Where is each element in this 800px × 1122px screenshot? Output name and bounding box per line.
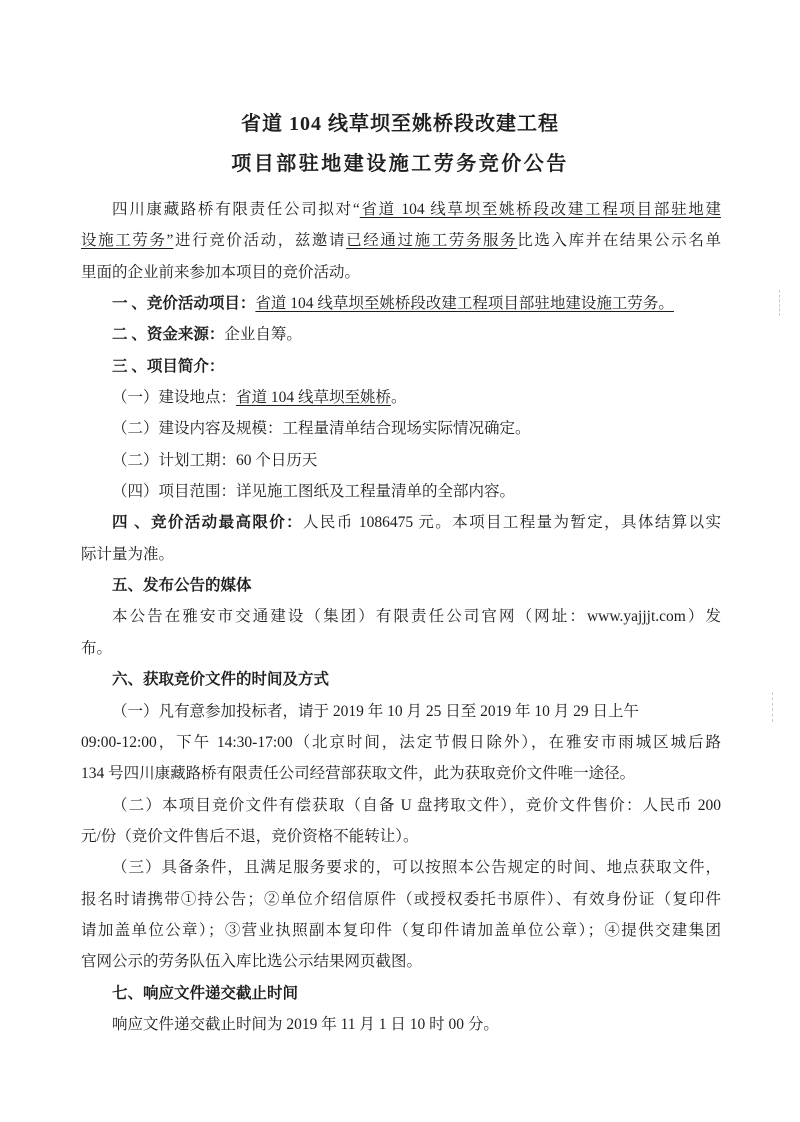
text-line [81,476,721,507]
text-run: 里面的企业前来参加本项目的竞价活动。 [81,263,361,281]
text-line [81,601,721,632]
text-run: （一）凡有意参加投标者，请于 2019 年 10 月 25 日至 2019 年 10 月 29 日上午 [112,702,640,720]
text-line [81,539,721,570]
text-run: 进行竞价活动，兹邀请 [173,232,347,250]
text-line [81,852,721,883]
text-run: 设施工劳务” [81,232,174,250]
text-run: 布。 [81,639,113,657]
text-run: 报名时请携带①持公告；②单位介绍信原件（或授权委托书原件）、有效身份证（复印件 [81,890,721,908]
text-line [81,257,721,288]
text-run: 际计量为准。 [81,545,175,563]
text-line [81,225,721,256]
text-run: 本公告在雅安市交通建设（集团）有限责任公司官网（网址：www.yajjjt.com）发 [112,608,721,626]
text-line [81,194,721,225]
text-run: 人民币 1086475 元。本项目工程量为暂定，具体结算以实 [303,514,721,532]
text-run: 五、发布公告的媒体 [112,577,252,595]
document-title-block [0,0,800,184]
text-run: （一）建设地点： [112,389,237,407]
doc-title-line-1: 省道 104 线草坝至姚桥段改建工程 [241,113,559,135]
text-run: （四）项目范围：详见施工图纸及工程量清单的全部内容。 [112,483,516,501]
text-line [81,413,721,444]
text-run: 请加盖单位公章）；③营业执照副本复印件（复印件请加盖单位公章）；④提供交建集团 [81,921,721,939]
text-line [81,696,721,727]
text-run: 响应文件递交截止时间为 2019 年 11 月 1 日 10 时 00 分。 [112,1015,499,1033]
text-run: 四川康藏路桥有限责任公司拟对“ [112,201,360,218]
text-line [81,382,721,413]
text-line [81,758,721,789]
text-run: 已经通过施工劳务服务 [346,232,518,250]
text-run: 09:00-12:00，下午 14:30-17:00（北京时间，法定节假日除外），在雅安市雨城区城后路 [81,733,721,751]
text-line [81,1009,721,1040]
text-line [81,978,721,1009]
text-line [81,633,721,664]
text-line [81,915,721,946]
text-line [81,351,721,382]
text-run: 。 [391,389,407,407]
text-run: （三）具备条件，且满足服务要求的，可以按照本公告规定的时间、地点获取文件， [112,859,721,877]
text-run: 一 、竞价活动项目： [112,295,256,313]
text-line [81,445,721,476]
text-run: 省道 104 线草坝至姚桥段改建工程项目部驻地建 [359,201,721,218]
text-run: 元/份（竞价文件售后不退，竞价资格不能转让）。 [81,827,419,845]
text-run: 省道 104 线草坝至姚桥 [236,389,392,407]
text-line [81,727,721,758]
text-run: 企业自筹。 [224,326,302,344]
text-run: 比选入库并在结果公示名单 [517,232,721,250]
text-line [81,821,721,852]
text-line [81,790,721,821]
text-line [81,570,721,601]
text-run: （二）计划工期：60 个日历天 [112,451,318,469]
text-line [81,664,721,695]
text-run: （二）建设内容及规模：工程量清单结合现场实际情况确定。 [112,420,531,438]
text-line [81,946,721,977]
text-run: 134 号四川康藏路桥有限责任公司经营部获取文件，此为获取竞价文件唯一途径。 [81,765,636,783]
text-run: 官网公示的劳务队伍入库比选公示结果网页截图。 [81,953,423,971]
text-run: 二 、资金来源： [112,326,225,344]
text-line [81,288,721,319]
text-run: （二）本项目竞价文件有偿获取（自备 U 盘拷取文件），竞价文件售价：人民币 200 [112,796,721,814]
text-run: 四 、竞价活动最高限价： [112,514,303,532]
scan-artifact [779,290,780,316]
text-line [81,884,721,915]
document-body [81,194,721,1040]
text-line [81,319,721,350]
text-line [81,507,721,538]
text-run: 三 、项目简介： [112,357,225,375]
text-run: 省道 104 线草坝至姚桥段改建工程项目部驻地建设施工劳务。 [255,295,674,313]
text-run: 六、获取竞价文件的时间及方式 [112,671,330,689]
scan-artifact [772,692,773,722]
text-run: 七、响应文件递交截止时间 [112,984,299,1002]
doc-title-line-2: 项目部驻地建设施工劳务竞价公告 [231,153,569,175]
